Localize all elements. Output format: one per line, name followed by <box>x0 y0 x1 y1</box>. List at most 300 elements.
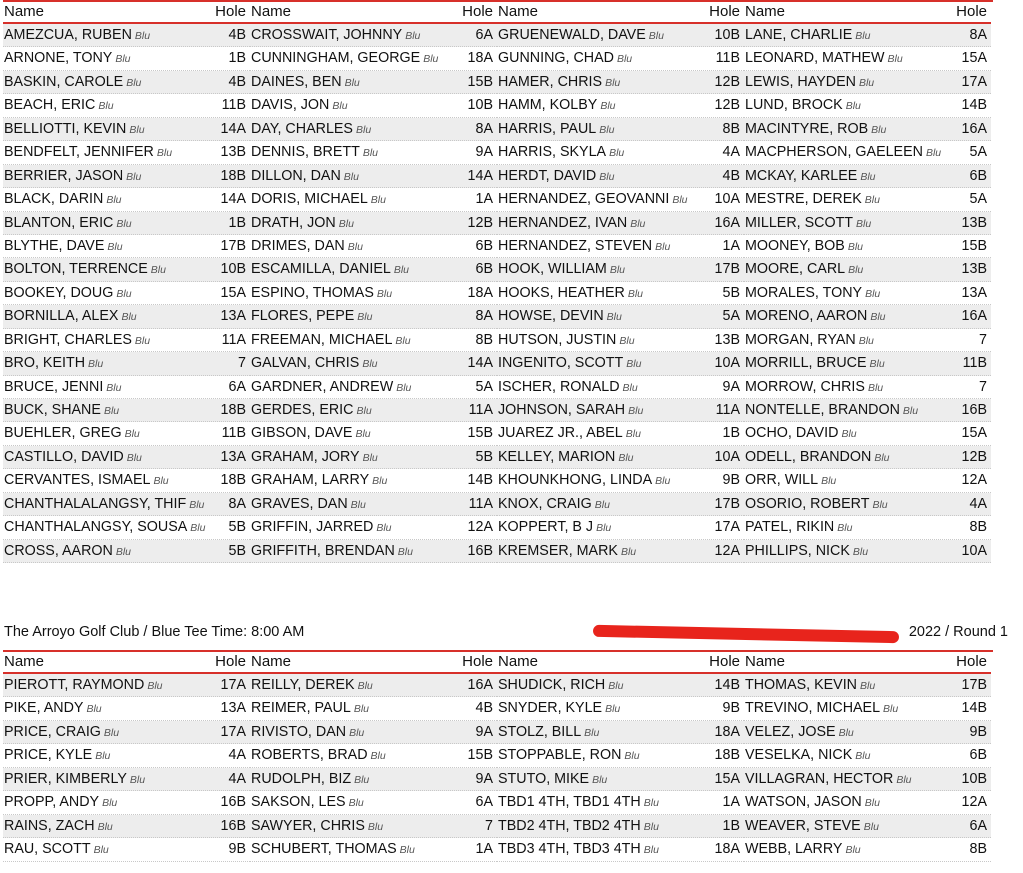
player-name-cell <box>250 744 455 766</box>
player-name: BRO, KEITH <box>4 355 86 372</box>
player-name: VILLAGRAN, HECTOR <box>745 770 894 787</box>
tee-label: Blu <box>150 264 166 277</box>
table-row <box>250 815 497 838</box>
hole-cell: 18B <box>714 747 740 764</box>
player-name: TBD1 4TH, TBD1 4TH <box>498 794 641 811</box>
hole-cell: 9B <box>722 472 740 489</box>
hole-cell: 16B <box>961 402 987 418</box>
player-name-cell <box>250 838 455 860</box>
player-name: MORRILL, BRUCE <box>745 355 867 372</box>
table-row <box>497 697 744 720</box>
player-name: PHILLIPS, NICK <box>745 542 850 559</box>
hole-cell: 12A <box>961 472 987 489</box>
hole-cell: 8B <box>969 841 987 858</box>
table-row <box>744 165 991 188</box>
player-name: WEBB, LARRY <box>745 841 843 858</box>
player-name: BLANTON, ERIC <box>4 214 114 231</box>
tee-label: Blu <box>116 287 132 300</box>
player-name-cell <box>744 118 949 140</box>
tee-label: Blu <box>106 381 122 394</box>
player-name: SNYDER, KYLE <box>498 700 603 717</box>
table-row <box>3 493 250 516</box>
table-row <box>250 258 497 281</box>
top-table-columns <box>3 0 993 563</box>
hole-cell: 12B <box>467 214 493 231</box>
player-name-cell <box>3 329 208 351</box>
table-row <box>250 768 497 791</box>
column-2 <box>250 652 497 862</box>
hole-cell: 1A <box>475 841 493 858</box>
table-row <box>497 47 744 70</box>
player-name-cell <box>497 329 702 351</box>
player-name-cell <box>3 118 208 140</box>
tee-label: Blu <box>856 217 872 230</box>
tee-label: Blu <box>376 287 393 300</box>
player-name-cell <box>3 815 208 837</box>
player-name-cell <box>497 540 702 562</box>
player-name: TBD3 4TH, TBD3 4TH <box>498 841 641 858</box>
column-header <box>250 652 497 674</box>
player-name-cell <box>744 674 949 696</box>
pairings-table-top <box>3 0 993 563</box>
table-row <box>3 516 250 539</box>
table-row <box>497 329 744 352</box>
table-row <box>250 47 497 70</box>
column-header <box>497 2 744 24</box>
table-row <box>3 791 250 814</box>
player-name: KREMSER, MARK <box>498 542 618 559</box>
hole-cell: 14A <box>467 167 493 184</box>
column-header <box>744 652 991 674</box>
hole-cell: 11A <box>221 331 246 348</box>
hole-cell: 7 <box>979 331 987 348</box>
table-row <box>497 791 744 814</box>
player-name-cell <box>3 352 208 374</box>
player-name-cell <box>497 352 702 374</box>
hole-header: Hole <box>956 3 987 20</box>
player-name: HARRIS, SKYLA <box>498 144 607 161</box>
hole-cell: 15B <box>467 73 493 90</box>
player-name-cell <box>744 838 949 860</box>
hole-cell: 10A <box>714 191 740 208</box>
player-name: DAVIS, JON <box>251 97 330 114</box>
tee-label: Blu <box>376 522 392 535</box>
player-name: DENNIS, BRETT <box>251 144 360 161</box>
tee-label: Blu <box>393 264 410 277</box>
player-name-cell <box>744 493 949 515</box>
table-row <box>3 376 250 399</box>
table-row <box>250 399 497 422</box>
player-name: RAU, SCOTT <box>4 841 91 858</box>
column-4 <box>744 652 991 862</box>
hole-cell: 7 <box>238 355 246 372</box>
player-name-cell <box>497 258 702 280</box>
player-name-cell <box>250 446 455 468</box>
player-name-cell <box>497 721 702 743</box>
table-row <box>250 493 497 516</box>
hole-cell: 18B <box>220 472 246 489</box>
player-name: AMEZCUA, RUBEN <box>4 27 132 43</box>
hole-cell: 11A <box>715 402 740 418</box>
tee-label: Blu <box>643 820 659 833</box>
tee-label: Blu <box>189 498 205 511</box>
hole-cell: 7 <box>485 817 493 834</box>
bottom-table-columns <box>3 650 993 862</box>
tee-label: Blu <box>592 773 608 786</box>
table-row <box>744 235 991 258</box>
hole-cell: 10B <box>220 261 246 278</box>
hole-cell: 11B <box>221 425 246 442</box>
hole-cell: 5A <box>475 378 493 395</box>
player-name: KNOX, CRAIG <box>498 495 592 512</box>
player-name: HAMER, CHRIS <box>498 73 603 90</box>
tee-label: Blu <box>156 147 173 160</box>
player-name-cell <box>744 469 949 491</box>
column-1 <box>3 2 250 563</box>
player-name-cell <box>744 815 949 837</box>
player-name-cell <box>497 469 702 491</box>
player-name-cell <box>250 516 455 538</box>
player-name-cell <box>250 141 455 163</box>
tee-label: Blu <box>129 123 145 136</box>
table-row <box>3 329 250 352</box>
table-row <box>3 94 250 117</box>
tee-label: Blu <box>865 287 881 300</box>
tee-label: Blu <box>628 405 644 417</box>
hole-cell: 18A <box>714 723 740 740</box>
hole-cell: 6B <box>475 237 493 254</box>
table-row <box>744 258 991 281</box>
player-name-cell <box>497 744 702 766</box>
table-row <box>3 258 250 281</box>
tee-label: Blu <box>103 726 120 739</box>
hole-cell: 18B <box>220 167 246 184</box>
tee-label: Blu <box>858 334 874 347</box>
table-row <box>3 697 250 720</box>
tee-label: Blu <box>596 522 612 535</box>
hole-cell: 14B <box>714 677 740 693</box>
table-row <box>744 376 991 399</box>
tee-label: Blu <box>88 358 104 371</box>
hole-cell: 17B <box>714 261 740 278</box>
hole-cell: 6A <box>475 794 493 811</box>
hole-cell: 8A <box>969 27 987 43</box>
player-name: GERDES, ERIC <box>251 402 354 418</box>
player-name-cell <box>250 71 455 93</box>
table-row <box>3 165 250 188</box>
player-name-cell <box>3 422 208 444</box>
player-name: LEWIS, HAYDEN <box>745 73 856 90</box>
player-name-cell <box>744 352 949 374</box>
tee-label: Blu <box>348 797 364 810</box>
table-row <box>3 118 250 141</box>
hole-cell: 15A <box>961 50 987 67</box>
table-row <box>497 815 744 838</box>
table-row <box>497 141 744 164</box>
player-name-cell <box>3 744 208 766</box>
table-row <box>744 422 991 445</box>
player-name: SCHUBERT, THOMAS <box>251 841 397 858</box>
hole-cell: 10A <box>961 542 987 559</box>
table-row <box>744 469 991 492</box>
player-name-cell <box>744 47 949 69</box>
player-name-cell <box>3 235 208 257</box>
table-row <box>744 493 991 516</box>
player-name-cell <box>744 540 949 562</box>
hole-cell: 10B <box>714 27 740 43</box>
tee-label: Blu <box>608 680 624 692</box>
player-name: GRAHAM, LARRY <box>251 472 370 489</box>
column-3 <box>497 2 744 563</box>
tee-label: Blu <box>344 76 360 89</box>
tee-label: Blu <box>134 334 151 347</box>
hole-cell: 12B <box>714 73 740 90</box>
table-row <box>250 188 497 211</box>
player-name: DAY, CHARLES <box>251 120 353 137</box>
hole-cell: 13B <box>220 144 246 161</box>
hole-cell: 4B <box>228 27 246 43</box>
table-row <box>3 469 250 492</box>
table-row <box>3 422 250 445</box>
player-name: ORR, WILL <box>745 472 819 489</box>
tee-label: Blu <box>837 522 853 535</box>
tee-label: Blu <box>134 30 151 42</box>
player-name: CUNNINGHAM, GEORGE <box>251 50 421 67</box>
tee-label: Blu <box>855 750 871 763</box>
player-name: ARNONE, TONY <box>4 50 113 67</box>
tee-label: Blu <box>902 405 919 417</box>
player-name-cell <box>497 305 702 327</box>
player-name-cell <box>497 674 702 696</box>
hole-cell: 8A <box>475 120 493 137</box>
tee-label: Blu <box>126 451 142 464</box>
hole-cell: 1A <box>722 237 740 254</box>
player-name-cell <box>3 24 208 46</box>
hole-cell: 1B <box>722 425 740 442</box>
table-row <box>497 744 744 767</box>
tee-label: Blu <box>395 334 411 347</box>
hole-cell: 6B <box>475 261 493 278</box>
table-row <box>497 188 744 211</box>
hole-cell: 17A <box>714 519 740 536</box>
player-name-cell <box>3 791 208 813</box>
table-row <box>250 165 497 188</box>
player-name: OCHO, DAVID <box>745 425 839 442</box>
player-name: DAINES, BEN <box>251 73 342 90</box>
player-name-cell <box>3 305 208 327</box>
name-header: Name <box>745 3 786 20</box>
player-name-cell <box>250 165 455 187</box>
table-row <box>744 141 991 164</box>
player-name: DRIMES, DAN <box>251 237 345 254</box>
tee-label: Blu <box>372 475 388 488</box>
hole-header: Hole <box>709 653 740 670</box>
tee-label: Blu <box>630 217 646 230</box>
tee-label: Blu <box>627 287 644 300</box>
tee-label: Blu <box>338 217 354 230</box>
table-row <box>744 744 991 767</box>
tee-label: Blu <box>367 820 384 833</box>
player-name: CROSSWAIT, JOHNNY <box>251 27 403 43</box>
player-name-cell <box>744 188 949 210</box>
table-row <box>250 674 497 697</box>
player-name: MACINTYRE, ROB <box>745 120 869 137</box>
hole-cell: 9B <box>722 700 740 717</box>
table-row <box>3 815 250 838</box>
tee-label: Blu <box>107 240 123 253</box>
table-row <box>3 235 250 258</box>
player-name-cell <box>3 540 208 562</box>
player-name-cell <box>3 838 208 860</box>
table-row <box>497 352 744 375</box>
hole-cell: 17A <box>220 723 246 740</box>
player-name-cell <box>497 212 702 234</box>
player-name-cell <box>497 516 702 538</box>
player-name-cell <box>497 838 702 860</box>
player-name-cell <box>250 399 455 421</box>
hole-cell: 15B <box>961 237 987 254</box>
hole-cell: 12A <box>961 794 987 811</box>
player-name: BENDFELT, JENNIFER <box>4 144 154 161</box>
tee-label: Blu <box>618 451 634 464</box>
player-name: BEACH, ERIC <box>4 97 96 114</box>
table-row <box>250 118 497 141</box>
hole-cell: 10B <box>467 97 493 114</box>
tee-label: Blu <box>362 451 378 464</box>
player-name-cell <box>497 118 702 140</box>
player-name-cell <box>250 540 455 562</box>
hole-cell: 14B <box>961 700 987 717</box>
hole-cell: 16B <box>220 817 246 834</box>
tee-label: Blu <box>624 750 640 763</box>
tee-label: Blu <box>858 76 875 89</box>
hole-header: Hole <box>709 3 740 20</box>
player-name-cell <box>250 352 455 374</box>
hole-cell: 14A <box>220 120 246 137</box>
player-name: BERRIER, JASON <box>4 167 124 184</box>
table-row <box>250 235 497 258</box>
hole-header: Hole <box>215 653 246 670</box>
tee-label: Blu <box>357 311 373 324</box>
table-row <box>250 516 497 539</box>
hole-cell: 18A <box>467 50 493 67</box>
hole-cell: 11B <box>962 355 987 372</box>
player-name: GRAHAM, JORY <box>251 448 360 465</box>
table-row <box>744 71 991 94</box>
hole-cell: 12A <box>467 519 493 536</box>
player-name-cell <box>497 768 702 790</box>
table-row <box>3 352 250 375</box>
table-row <box>497 94 744 117</box>
hole-cell: 16A <box>714 214 740 231</box>
player-name-cell <box>497 188 702 210</box>
tee-label: Blu <box>86 703 102 716</box>
table-row <box>744 791 991 814</box>
table-row <box>250 744 497 767</box>
player-name-cell <box>3 493 208 515</box>
player-name: CHANTHALALANGSY, THIF <box>4 495 187 512</box>
tee-label: Blu <box>126 76 142 89</box>
hole-cell: 17A <box>220 677 246 693</box>
table-row <box>3 768 250 791</box>
hole-cell: 10A <box>714 355 740 372</box>
player-name-cell <box>497 422 702 444</box>
hole-cell: 15A <box>714 770 740 787</box>
player-name: STOPPABLE, RON <box>498 747 622 764</box>
table-row <box>3 744 250 767</box>
name-header: Name <box>251 653 292 670</box>
player-name: KOPPERT, B J <box>498 519 594 536</box>
tee-label: Blu <box>396 381 412 394</box>
table-row <box>250 212 497 235</box>
player-name: ISCHER, RONALD <box>498 378 620 395</box>
table-row <box>497 768 744 791</box>
tee-label: Blu <box>370 194 386 207</box>
tee-label: Blu <box>95 750 111 763</box>
tee-label: Blu <box>121 311 137 324</box>
hole-cell: 10B <box>961 770 987 787</box>
player-name: MORGAN, RYAN <box>745 331 856 348</box>
hole-cell: 9B <box>228 841 246 858</box>
hole-cell: 16B <box>467 542 493 559</box>
hole-cell: 6A <box>969 817 987 834</box>
column-3 <box>497 652 744 862</box>
player-name: BLACK, DARIN <box>4 191 104 208</box>
hole-cell: 15B <box>467 747 493 764</box>
tee-label: Blu <box>354 773 370 786</box>
name-header: Name <box>251 3 292 20</box>
player-name-cell <box>744 24 949 46</box>
tee-label: Blu <box>874 451 890 464</box>
tee-label: Blu <box>896 773 912 786</box>
hole-cell: 11B <box>221 97 246 114</box>
tee-label: Blu <box>405 30 421 42</box>
player-name: MORROW, CHRIS <box>745 378 865 395</box>
table-row <box>3 540 250 563</box>
player-name-cell <box>3 258 208 280</box>
player-name-cell <box>250 721 455 743</box>
hole-cell: 13A <box>220 308 246 325</box>
player-name: KELLEY, MARION <box>498 448 616 465</box>
hole-cell: 1A <box>475 191 493 208</box>
player-name: MESTRE, DEREK <box>745 191 862 208</box>
player-name-cell <box>744 744 949 766</box>
tee-label: Blu <box>97 820 113 833</box>
hole-cell: 17B <box>961 677 987 693</box>
player-name: BUEHLER, GREG <box>4 425 122 442</box>
tee-label: Blu <box>599 170 615 183</box>
player-name: HUTSON, JUSTIN <box>498 331 617 348</box>
player-name: CHANTHALANGSY, SOUSA <box>4 519 188 536</box>
player-name: KHOUNKHONG, LINDA <box>498 472 653 489</box>
player-name: VESELKA, NICK <box>745 747 853 764</box>
player-name: REILLY, DEREK <box>251 677 355 693</box>
player-name-cell <box>497 493 702 515</box>
tee-label: Blu <box>343 170 359 183</box>
table-row <box>497 721 744 744</box>
tee-label: Blu <box>124 428 140 441</box>
table-row <box>250 697 497 720</box>
name-header: Name <box>745 653 786 670</box>
hole-cell: 16A <box>961 120 987 137</box>
player-name: GRUENEWALD, DAVE <box>498 27 646 43</box>
player-name: STUTO, MIKE <box>498 770 590 787</box>
tee-label: Blu <box>860 680 876 692</box>
table-row <box>497 282 744 305</box>
table-row <box>497 516 744 539</box>
player-name-cell <box>250 493 455 515</box>
player-name-cell <box>3 71 208 93</box>
